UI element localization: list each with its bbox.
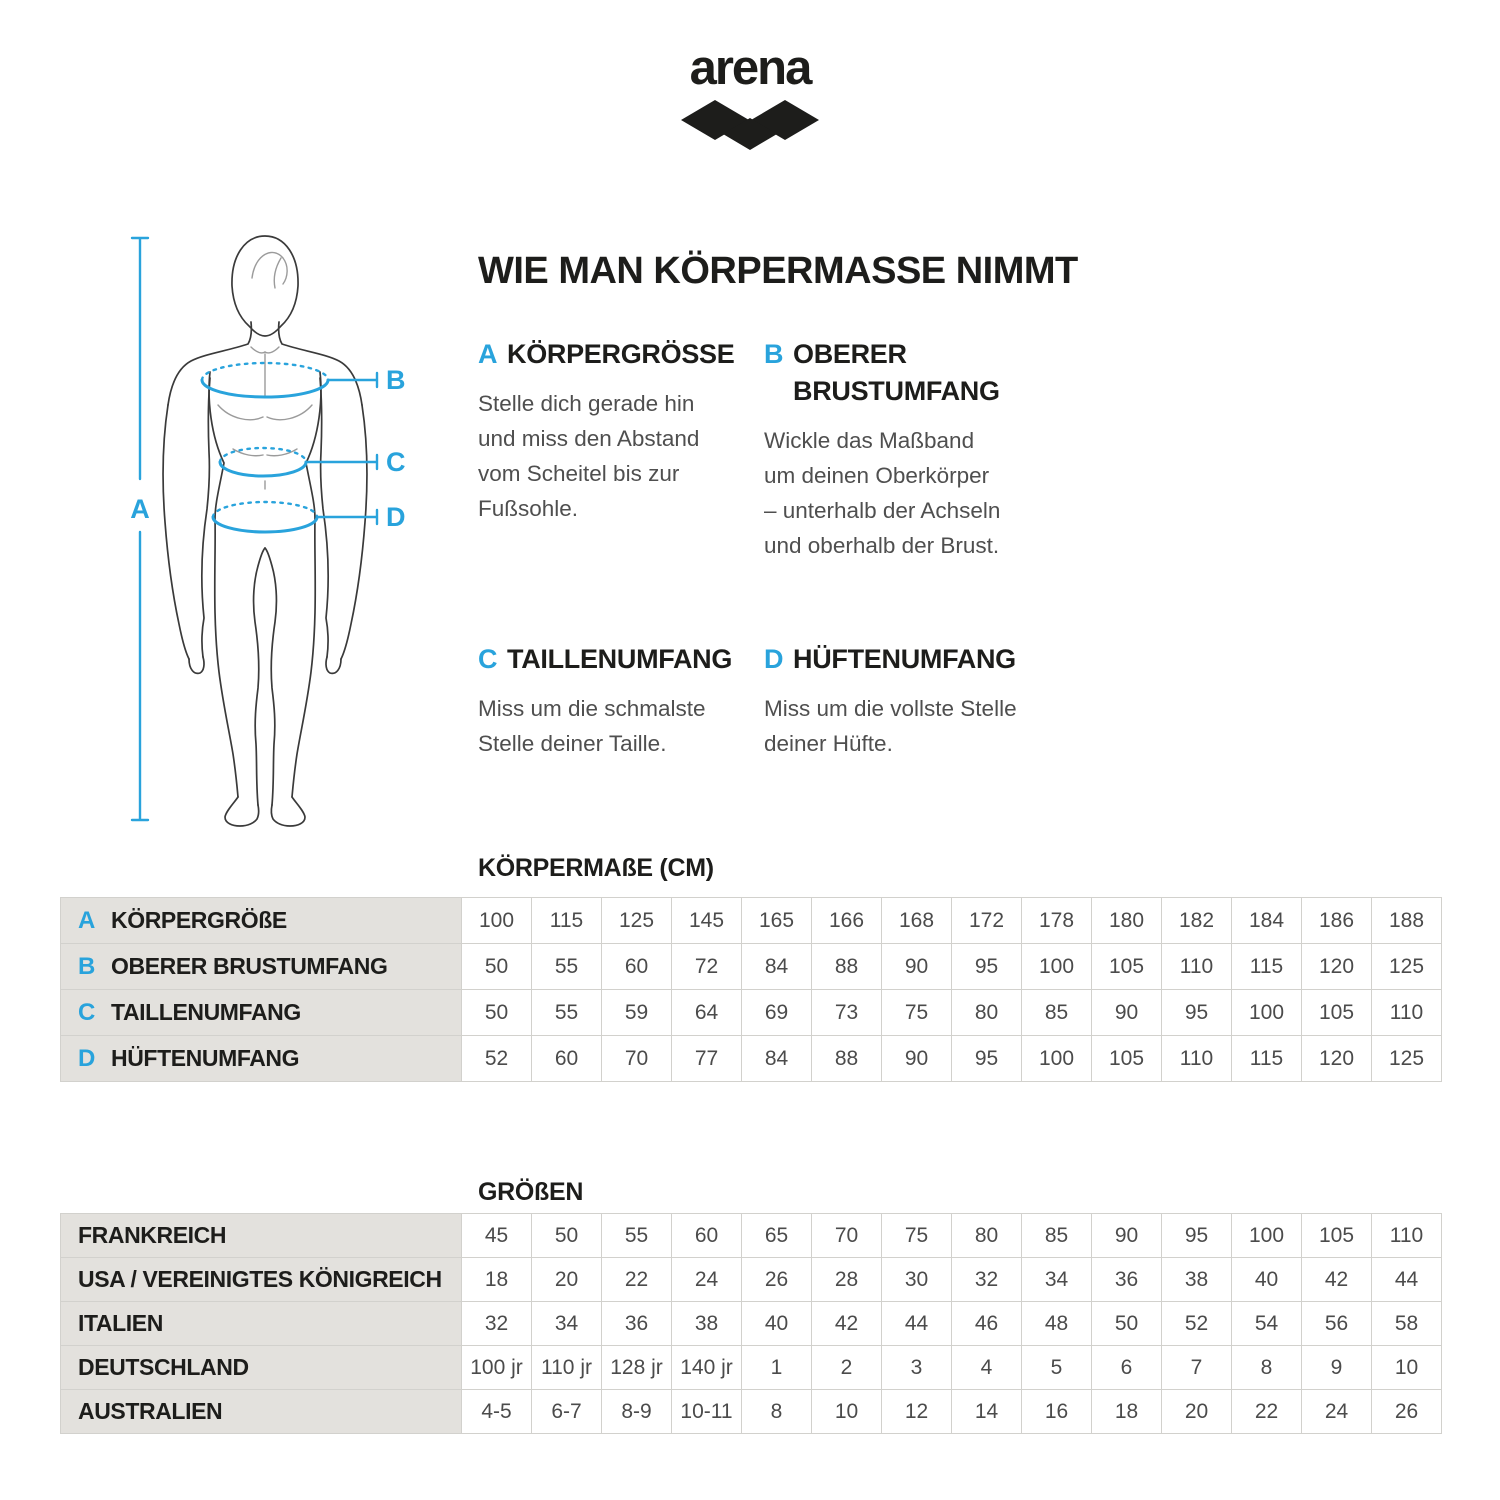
value-cell: 22: [1232, 1390, 1302, 1434]
figure-marker-a: A: [130, 494, 150, 524]
section-heading-text: BRUSTUMFANG: [793, 376, 1000, 406]
value-cell: 38: [1162, 1258, 1232, 1302]
table-row: [61, 944, 1442, 990]
value-cell: 10: [1372, 1346, 1442, 1390]
arena-diamonds-icon: [680, 100, 820, 154]
value-cell: 125: [1372, 1036, 1442, 1082]
value-cell: 60: [602, 944, 672, 990]
value-cell: 70: [602, 1036, 672, 1082]
arena-logo: [0, 41, 1500, 154]
value-cell: 100: [1232, 990, 1302, 1036]
value-cell: 110: [1162, 944, 1232, 990]
section-body-line: Stelle deiner Taille.: [478, 731, 667, 756]
value-cell: 125: [602, 898, 672, 944]
section-body-line: Miss um die vollste Stelle: [764, 696, 1017, 721]
figure-marker-b: B: [386, 365, 406, 395]
value-cell: 6: [1092, 1346, 1162, 1390]
value-cell: 75: [882, 1214, 952, 1258]
value-cell: 105: [1092, 1036, 1162, 1082]
value-cell: 12: [882, 1390, 952, 1434]
value-cell: 10-11: [672, 1390, 742, 1434]
value-cell: 5: [1022, 1346, 1092, 1390]
value-cell: 75: [882, 990, 952, 1036]
value-cell: 28: [812, 1258, 882, 1302]
value-cell: 18: [1092, 1390, 1162, 1434]
value-cell: 178: [1022, 898, 1092, 944]
value-cell: 180: [1092, 898, 1162, 944]
value-cell: 110: [1372, 990, 1442, 1036]
row-label: AUSTRALIEN: [78, 1398, 223, 1424]
row-label-cell: [61, 1390, 462, 1434]
row-label: DEUTSCHLAND: [78, 1354, 249, 1380]
section-body: [478, 386, 730, 526]
row-letter: B: [78, 952, 96, 980]
value-cell: 55: [532, 944, 602, 990]
sizes-table-title: GRÖßEN: [478, 1178, 584, 1206]
value-cell: 8: [1232, 1346, 1302, 1390]
value-cell: 85: [1022, 1214, 1092, 1258]
arena-wordmark: arena: [689, 41, 811, 95]
value-cell: 52: [462, 1036, 532, 1082]
section-heading-line: [478, 641, 748, 678]
value-cell: 4: [952, 1346, 1022, 1390]
value-cell: 50: [462, 990, 532, 1036]
value-cell: 24: [672, 1258, 742, 1302]
value-cell: 18: [462, 1258, 532, 1302]
value-cell: 50: [532, 1214, 602, 1258]
row-label: HÜFTENUMFANG: [111, 1044, 300, 1071]
value-cell: 42: [812, 1302, 882, 1346]
section-heading-text: HÜFTENUMFANG: [793, 644, 1016, 674]
value-cell: 115: [532, 898, 602, 944]
measurements-table: [60, 897, 1442, 1082]
value-cell: 90: [882, 1036, 952, 1082]
value-cell: 9: [1302, 1346, 1372, 1390]
value-cell: 166: [812, 898, 882, 944]
value-cell: 73: [812, 990, 882, 1036]
section-body-line: Fußsohle.: [478, 496, 579, 521]
section-oberer-brustumfang: [764, 336, 1064, 563]
section-heading-text: TAILLENUMFANG: [507, 644, 733, 674]
value-cell: 60: [532, 1036, 602, 1082]
value-cell: 45: [462, 1214, 532, 1258]
value-cell: 120: [1302, 944, 1372, 990]
value-cell: 32: [952, 1258, 1022, 1302]
row-label: ITALIEN: [78, 1310, 163, 1336]
section-body-line: um deinen Oberkörper: [764, 463, 990, 488]
section-heading-line: [764, 336, 1064, 373]
row-letter: A: [78, 906, 96, 934]
value-cell: 72: [672, 944, 742, 990]
value-cell: 145: [672, 898, 742, 944]
value-cell: 110: [1162, 1036, 1232, 1082]
value-cell: 55: [532, 990, 602, 1036]
row-label: FRANKREICH: [78, 1222, 227, 1248]
value-cell: 34: [532, 1302, 602, 1346]
value-cell: 48: [1022, 1302, 1092, 1346]
table-row: [61, 1258, 1442, 1302]
value-cell: 46: [952, 1302, 1022, 1346]
value-cell: 10: [812, 1390, 882, 1434]
value-cell: 105: [1092, 944, 1162, 990]
value-cell: 54: [1232, 1302, 1302, 1346]
row-label: TAILLENUMFANG: [111, 998, 301, 1025]
value-cell: 88: [812, 1036, 882, 1082]
section-letter: B: [764, 339, 784, 369]
value-cell: 84: [742, 1036, 812, 1082]
table-row: [61, 1214, 1442, 1258]
value-cell: 42: [1302, 1258, 1372, 1302]
value-cell: 100: [1022, 944, 1092, 990]
value-cell: 40: [1232, 1258, 1302, 1302]
row-label-cell: [61, 1258, 462, 1302]
value-cell: 32: [462, 1302, 532, 1346]
section-body: [478, 691, 748, 761]
row-label: KÖRPERGRÖßE: [111, 906, 287, 933]
section-body: [764, 423, 1064, 563]
value-cell: 184: [1232, 898, 1302, 944]
value-cell: 120: [1302, 1036, 1372, 1082]
value-cell: 95: [1162, 990, 1232, 1036]
value-cell: 26: [1372, 1390, 1442, 1434]
value-cell: 50: [1092, 1302, 1162, 1346]
value-cell: 95: [1162, 1214, 1232, 1258]
section-heading-line: [764, 373, 1064, 410]
value-cell: 115: [1232, 944, 1302, 990]
value-cell: 38: [672, 1302, 742, 1346]
value-cell: 20: [1162, 1390, 1232, 1434]
row-letter: D: [78, 1044, 96, 1072]
section-body: [764, 691, 1064, 761]
value-cell: 115: [1232, 1036, 1302, 1082]
value-cell: 56: [1302, 1302, 1372, 1346]
value-cell: 22: [602, 1258, 672, 1302]
table-row: [61, 1346, 1442, 1390]
body-measurement-diagram: [105, 222, 435, 852]
measurement-callout-lines: [132, 238, 377, 820]
value-cell: 20: [532, 1258, 602, 1302]
table-row: [61, 1302, 1442, 1346]
value-cell: 40: [742, 1302, 812, 1346]
value-cell: 105: [1302, 1214, 1372, 1258]
section-body-line: und oberhalb der Brust.: [764, 533, 1000, 558]
value-cell: 34: [1022, 1258, 1092, 1302]
section-body-line: Miss um die schmalste: [478, 696, 706, 721]
table-row: [61, 990, 1442, 1036]
row-label: USA / VEREINIGTES KÖNIGREICH: [78, 1266, 442, 1292]
value-cell: 59: [602, 990, 672, 1036]
value-cell: 90: [1092, 1214, 1162, 1258]
value-cell: 90: [882, 944, 952, 990]
measurements-table-title: KÖRPERMAßE (CM): [478, 854, 714, 882]
row-label-cell: [61, 990, 462, 1036]
value-cell: 90: [1092, 990, 1162, 1036]
value-cell: 80: [952, 1214, 1022, 1258]
value-cell: 58: [1372, 1302, 1442, 1346]
section-body-line: Wickle das Maßband: [764, 428, 975, 453]
value-cell: 4-5: [462, 1390, 532, 1434]
sizes-table: [60, 1213, 1442, 1434]
value-cell: 44: [882, 1302, 952, 1346]
value-cell: 110: [1372, 1214, 1442, 1258]
value-cell: 70: [812, 1214, 882, 1258]
value-cell: 24: [1302, 1390, 1372, 1434]
value-cell: 100: [462, 898, 532, 944]
row-label-cell: [61, 1302, 462, 1346]
value-cell: 100: [1232, 1214, 1302, 1258]
value-cell: 100 jr: [462, 1346, 532, 1390]
section-heading-text: KÖRPERGRÖSSE: [507, 339, 735, 369]
value-cell: 77: [672, 1036, 742, 1082]
value-cell: 69: [742, 990, 812, 1036]
section-letter: D: [764, 644, 784, 674]
value-cell: 100: [1022, 1036, 1092, 1082]
section-body-line: – unterhalb der Achseln: [764, 498, 1001, 523]
section-letter: C: [478, 644, 498, 674]
value-cell: 95: [952, 944, 1022, 990]
value-cell: 44: [1372, 1258, 1442, 1302]
table-row: [61, 898, 1442, 944]
value-cell: 6-7: [532, 1390, 602, 1434]
row-label-cell: [61, 1036, 462, 1082]
value-cell: 65: [742, 1214, 812, 1258]
figure-marker-c: C: [386, 447, 406, 477]
value-cell: 188: [1372, 898, 1442, 944]
row-label-cell: [61, 1214, 462, 1258]
row-label-cell: [61, 944, 462, 990]
value-cell: 85: [1022, 990, 1092, 1036]
section-heading-text: OBERER: [793, 339, 907, 369]
section-heading-line: [764, 641, 1064, 678]
section-koerpergroesse: [478, 336, 735, 526]
value-cell: 14: [952, 1390, 1022, 1434]
section-body-line: deiner Hüfte.: [764, 731, 893, 756]
row-label: OBERER BRUSTUMFANG: [111, 952, 388, 979]
section-body-line: und miss den Abstand: [478, 426, 700, 451]
section-hueftenumfang: [764, 641, 1064, 761]
value-cell: 60: [672, 1214, 742, 1258]
section-heading-line: [478, 336, 735, 373]
value-cell: 2: [812, 1346, 882, 1390]
row-label-cell: [61, 1346, 462, 1390]
value-cell: 7: [1162, 1346, 1232, 1390]
value-cell: 36: [1092, 1258, 1162, 1302]
value-cell: 88: [812, 944, 882, 990]
value-cell: 8: [742, 1390, 812, 1434]
value-cell: 128 jr: [602, 1346, 672, 1390]
value-cell: 64: [672, 990, 742, 1036]
section-body-line: vom Scheitel bis zur: [478, 461, 680, 486]
value-cell: 55: [602, 1214, 672, 1258]
figure-marker-d: D: [386, 502, 406, 532]
section-taillenumfang: [478, 641, 748, 761]
value-cell: 182: [1162, 898, 1232, 944]
row-label-cell: [61, 898, 462, 944]
value-cell: 3: [882, 1346, 952, 1390]
table-row: [61, 1036, 1442, 1082]
value-cell: 140 jr: [672, 1346, 742, 1390]
value-cell: 110 jr: [532, 1346, 602, 1390]
value-cell: 172: [952, 898, 1022, 944]
value-cell: 186: [1302, 898, 1372, 944]
page-title: WIE MAN KÖRPERMASSE NIMMT: [478, 250, 1078, 292]
value-cell: 36: [602, 1302, 672, 1346]
value-cell: 165: [742, 898, 812, 944]
value-cell: 30: [882, 1258, 952, 1302]
value-cell: 105: [1302, 990, 1372, 1036]
value-cell: 95: [952, 1036, 1022, 1082]
row-letter: C: [78, 998, 96, 1026]
value-cell: 168: [882, 898, 952, 944]
value-cell: 16: [1022, 1390, 1092, 1434]
section-letter: A: [478, 339, 498, 369]
value-cell: 8-9: [602, 1390, 672, 1434]
value-cell: 52: [1162, 1302, 1232, 1346]
table-row: [61, 1390, 1442, 1434]
value-cell: 80: [952, 990, 1022, 1036]
value-cell: 1: [742, 1346, 812, 1390]
value-cell: 26: [742, 1258, 812, 1302]
value-cell: 125: [1372, 944, 1442, 990]
value-cell: 84: [742, 944, 812, 990]
section-body-line: Stelle dich gerade hin: [478, 391, 695, 416]
value-cell: 50: [462, 944, 532, 990]
